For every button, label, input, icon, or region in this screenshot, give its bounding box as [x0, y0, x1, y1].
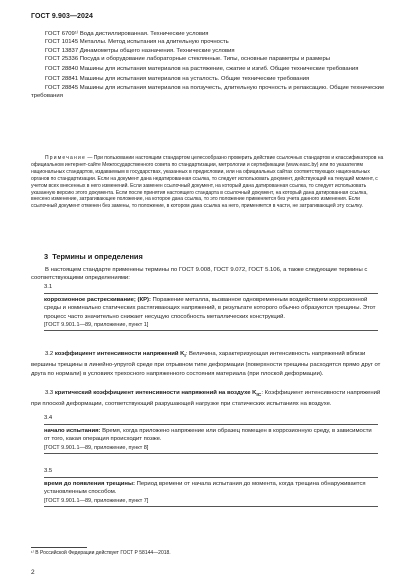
- note-label: Примечание: [45, 155, 86, 161]
- normative-references: [31, 30, 385, 100]
- term-3-2: 3.2 коэффициент интенсивности напряжений $K_I$: Величина, характеризующая интенсивность напряжений вблизи вершины трещины в линейно-упругой среде при отрывном типе деформации (поверхности трещины расходятся прямо друг от друга по нормали) в условиях трехосного напряженного состояния материала (при плоской деформации).: [31, 351, 381, 377]
- reference-item: ГОСТ 13837 Динамометры общего назначения. Технические условия: [45, 47, 235, 54]
- term-source: [ГОСТ 9.901.1—89, приложение, пункт 7]: [44, 497, 149, 504]
- note-text: — При пользовании настоящим стандартом целесообразно проверить действие ссылочных стандартов и классификаторов на официальном интернет-сайте Межгосударственного совета по стандартизации, метрологии и сертификации (www.easc.by) или по указателям национальных стандартов, издаваемым в государствах, указанных в предисловии, или на официальных сайтах соответствующих национальных органов по стандартизации. Если на документ дана недатированная ссылка, то следует использовать документ, действующий на текущий момент, с учетом всех внесенных в него изменений. Если заменен ссылочный документ, на который дана датированная ссылка, то следует использовать указанную версию этого документа. Если после принятия настоящего стандарта в ссылочный документ, на который дана датированная ссылка, внесено изменение, затрагивающее положение, на которое дана ссылка, то это положение применяется без учета данного изменения. Если ссылочный документ отменен без замены, то положение, в котором дана ссылка на него, применяется в части, не затрагивающей эту ссылку.: [31, 155, 384, 210]
- section-intro: В настоящем стандарте применены термины по ГОСТ 9.008, ГОСТ 9.072, ГОСТ 5.106, а также следующие термины с соответствующими определениями:: [31, 267, 368, 282]
- reference-item: ГОСТ 28840 Машины для испытания материалов на растяжение, сжатие и изгиб. Общие технические требования: [45, 66, 359, 73]
- section-number: 3: [44, 252, 49, 261]
- section-heading: [44, 252, 143, 261]
- term-number: 3.1: [44, 284, 53, 290]
- term-definition: Поражение металла, вызванное одновременным воздействием коррозионной среды и номинально статических растягивающих напряжений, в результате которого обычно образуются трещины. Этот процесс часто значительно снижает несущую способность металлических конструкций.: [44, 297, 376, 320]
- note-block: [31, 155, 385, 210]
- term-name: коррозионное растрескивание; (КР):: [44, 297, 151, 303]
- term-number: 3.4: [44, 415, 53, 421]
- reference-item: ГОСТ 25336 Посуда и оборудование лабораторные стеклянные. Типы, основные параметры и размеры: [45, 55, 330, 62]
- term-definition-box: [44, 424, 378, 454]
- term-number: 3.5: [44, 468, 53, 474]
- footnote: ¹⁾ В Российской Федерации действует ГОСТ Р 58144—2018.: [31, 550, 171, 556]
- section-title: Термины и определения: [52, 252, 143, 261]
- term-source: [ГОСТ 9.901.1—89, приложение, пункт 1]: [44, 321, 149, 328]
- term-definition: Время, когда приложено напряжение или образец помещен в коррозионную среду, в зависимости от того, какая операция происходит позже.: [44, 428, 372, 443]
- reference-item: ГОСТ 28845 Машины для испытания материалов на ползучесть, длительную прочность и релаксацию. Общие технические требования: [31, 84, 385, 100]
- term-name: начало испытания:: [44, 428, 101, 434]
- term-3-3: 3.3 критический коэффициент интенсивности напряжений на воздухе $K_{IC}$: Коэффициент интенсивности напряжений при плоской деформации, соответствующий разрушающей нагрузке при статических испытаниях на воздухе.: [31, 390, 381, 408]
- term-definition: Период времени от начала испытания до момента, когда трещина обнаруживается установленным способом.: [44, 481, 366, 496]
- term-source: [ГОСТ 9.901.1—89, приложение, пункт 8]: [44, 444, 149, 451]
- page-header: ГОСТ 9.903—2024: [31, 13, 94, 20]
- reference-item: ГОСТ 28841 Машины для испытания материалов на усталость. Общие технические требования: [45, 76, 310, 83]
- term-definition-box: [44, 477, 378, 507]
- reference-item: ГОСТ 10145 Металлы. Метод испытания на длительную прочность: [45, 39, 229, 46]
- footnote-divider: [31, 547, 87, 548]
- term-name: время до появления трещины:: [44, 481, 135, 487]
- page-number: 2: [31, 569, 35, 576]
- reference-item: ГОСТ 6709¹⁾ Вода дистиллированная. Технические условия: [45, 31, 209, 37]
- term-definition-box: [44, 293, 378, 331]
